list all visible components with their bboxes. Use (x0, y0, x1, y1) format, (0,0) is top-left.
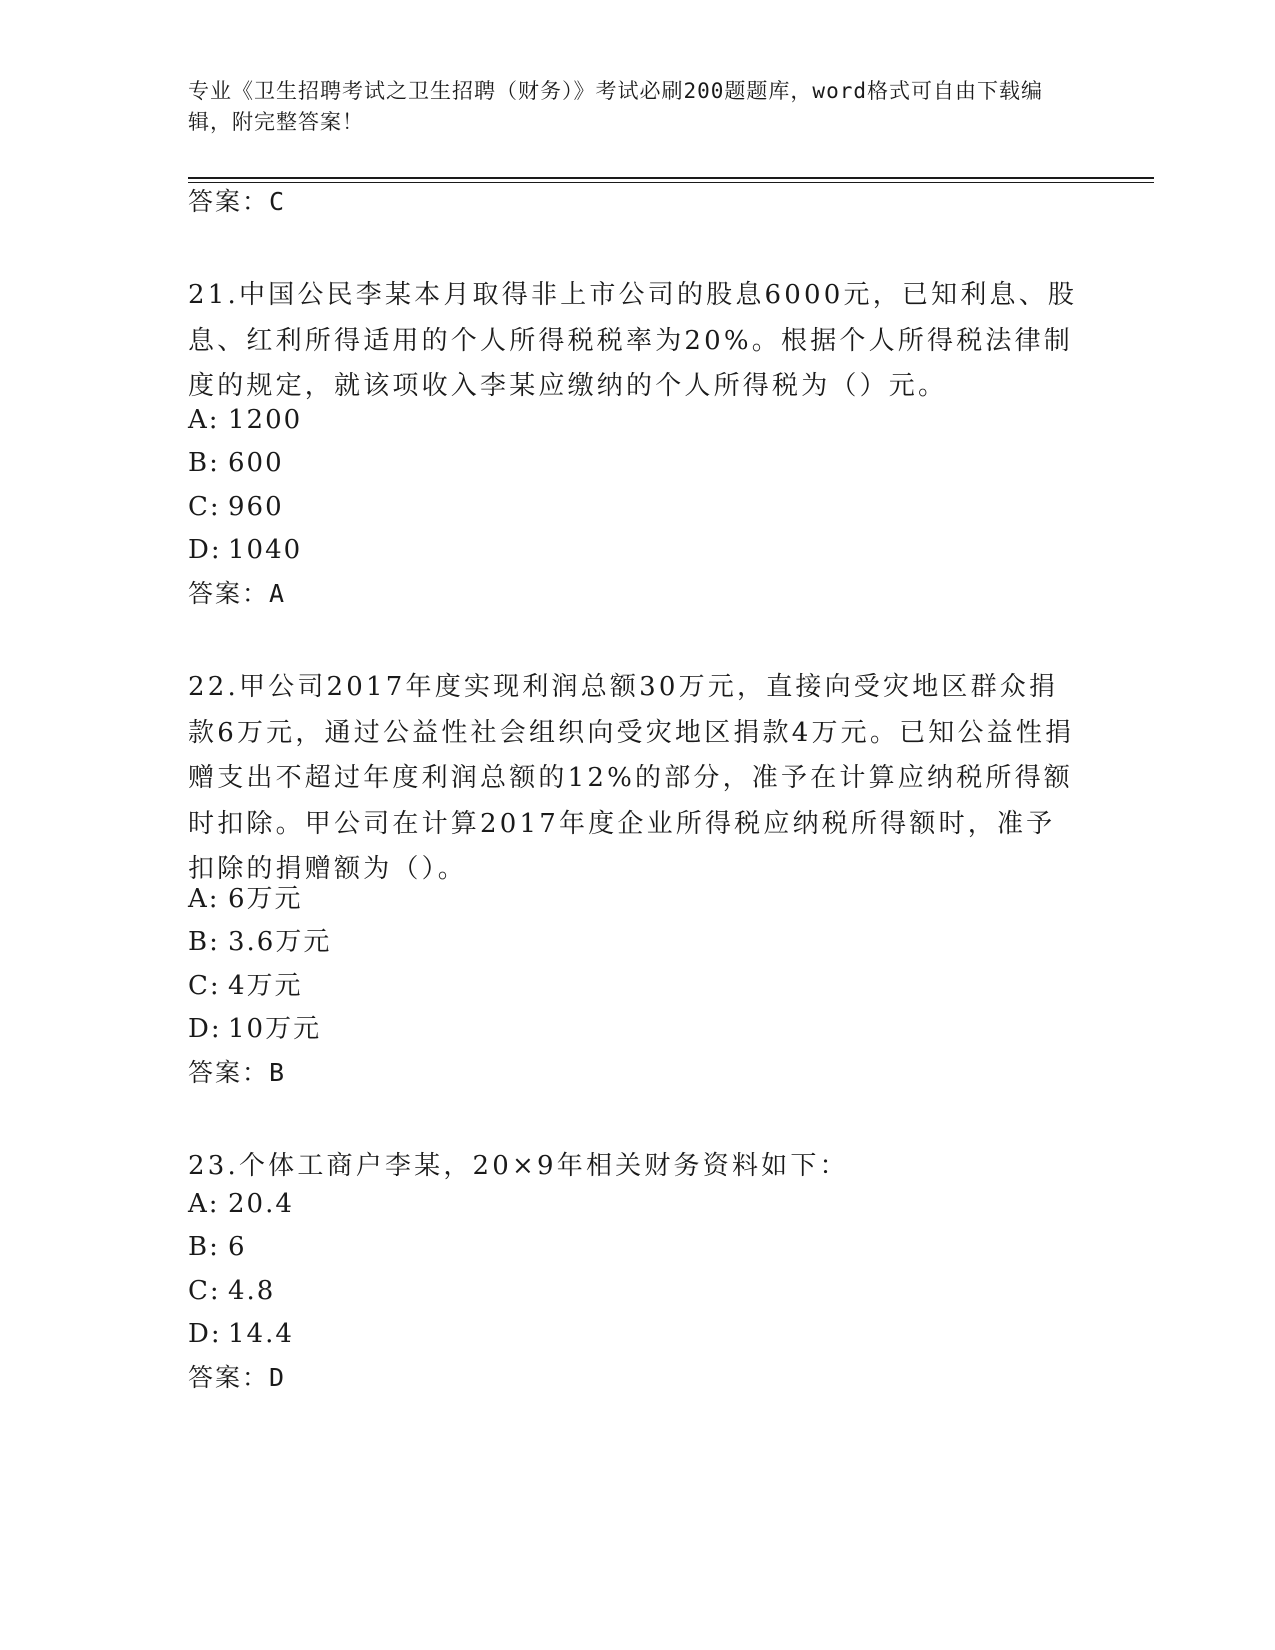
question-21-option-d (188, 534, 302, 566)
question-23-text: 23.个体工商户李某，20×9年相关财务资料如下： (188, 1151, 849, 1181)
option-value: 4.8 (228, 1276, 276, 1306)
option-key: B: (188, 927, 220, 957)
answer-value: B (269, 1058, 285, 1087)
option-key: C: (188, 971, 221, 1001)
option-value: 4万元 (228, 971, 303, 1001)
question-22-option-b (188, 926, 331, 958)
question-23-option-a (188, 1188, 294, 1220)
question-22-option-a (188, 883, 303, 915)
option-value: 6万元 (228, 884, 303, 914)
header-divider-thick (188, 177, 1154, 179)
answer-value: D (269, 1363, 285, 1392)
option-value: 20.4 (228, 1189, 294, 1219)
question-23-option-d (188, 1318, 294, 1350)
option-value: 6 (228, 1232, 247, 1262)
question-21-option-a (188, 404, 302, 436)
answer-label: 答案： (188, 1363, 270, 1392)
option-key: B: (188, 448, 220, 478)
question-21-answer (188, 578, 284, 610)
option-value: 10万元 (228, 1014, 322, 1044)
option-value: 3.6万元 (228, 927, 332, 957)
answer-line-prev (188, 186, 284, 218)
header-divider-thin (188, 182, 1154, 183)
option-key: D: (188, 1014, 222, 1044)
document-header: 专业《卫生招聘考试之卫生招聘（财务）》考试必刷200题题库，word格式可自由下载编辑，附完整答案！ (188, 79, 1043, 134)
option-value: 14.4 (228, 1319, 294, 1349)
option-value: 600 (228, 448, 284, 478)
option-key: D: (188, 1319, 222, 1349)
question-23-option-b (188, 1231, 247, 1263)
question-22-option-d (188, 1013, 321, 1045)
answer-value: A (269, 579, 285, 608)
option-key: A: (188, 405, 220, 435)
answer-value: C (269, 187, 285, 216)
option-key: A: (188, 884, 220, 914)
question-22-option-c (188, 970, 303, 1002)
answer-label: 答案： (188, 579, 270, 608)
question-21-text: 21.中国公民李某本月取得非上市公司的股息6000元，已知利息、股息、红利所得适用的个人所得税税率为20%。根据个人所得税法律制度的规定，就该项收入李某应缴纳的个人所得税为（）元。 (188, 280, 1078, 401)
option-value: 960 (228, 492, 284, 522)
option-key: C: (188, 492, 221, 522)
question-21-option-b (188, 447, 284, 479)
option-key: A: (188, 1189, 220, 1219)
question-22-answer (188, 1057, 284, 1089)
option-key: B: (188, 1232, 220, 1262)
option-key: D: (188, 535, 222, 565)
option-key: C: (188, 1276, 221, 1306)
question-23-option-c (188, 1275, 275, 1307)
question-22-text: 22.甲公司2017年度实现利润总额30万元，直接向受灾地区群众捐款6万元，通过公益性社会组织向受灾地区捐款4万元。已知公益性捐赠支出不超过年度利润总额的12%的部分，准予在计算应纳税所得额时扣除。甲公司在计算2017年度企业所得税应纳税所得额时，准予扣除的捐赠额为（）。 (188, 672, 1075, 884)
question-21-option-c (188, 491, 284, 523)
answer-label: 答案： (188, 1058, 270, 1087)
answer-label: 答案： (188, 187, 270, 216)
question-23-answer (188, 1362, 284, 1394)
option-value: 1040 (228, 535, 303, 565)
option-value: 1200 (228, 405, 303, 435)
